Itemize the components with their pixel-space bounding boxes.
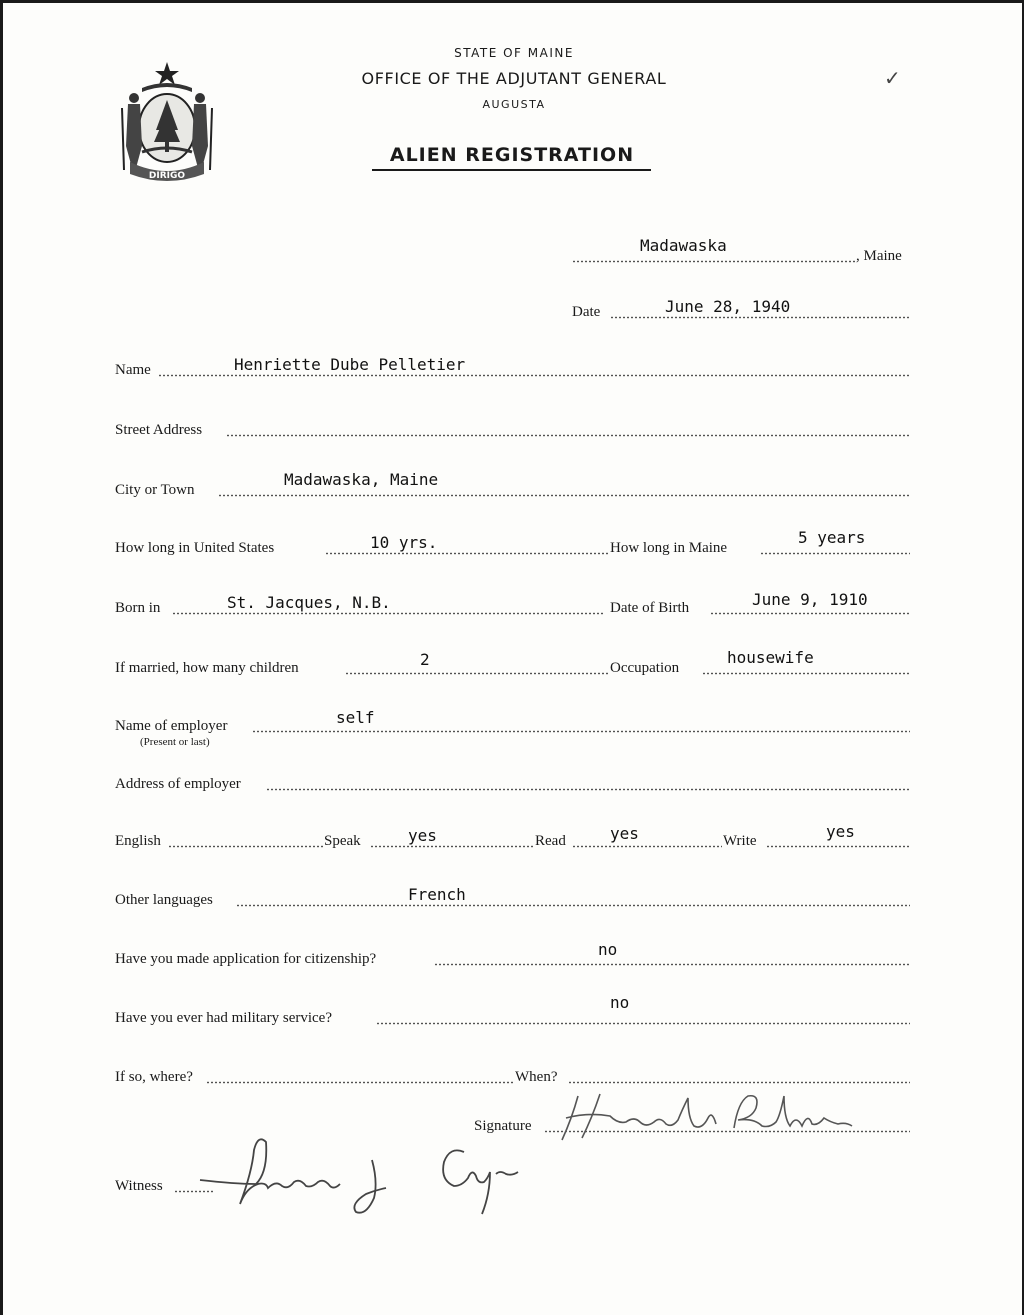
other-languages-line (236, 904, 910, 907)
occupation-line (702, 672, 910, 675)
employer-line (252, 730, 910, 733)
english-label: English (115, 833, 161, 849)
date-line (610, 316, 910, 319)
occupation-value: housewife (727, 648, 814, 667)
how-long-us-line (325, 552, 609, 555)
children-line (345, 672, 609, 675)
scan-border-top (0, 0, 1024, 3)
header-office: OFFICE OF THE ADJUTANT GENERAL (361, 69, 667, 88)
header-city: AUGUSTA (482, 98, 546, 111)
how-long-us-value: 10 yrs. (370, 533, 438, 552)
scan-border-left (0, 0, 3, 1315)
date-of-birth-line (710, 612, 910, 615)
citizenship-line (434, 963, 910, 966)
street-address-line (226, 434, 910, 437)
witness-handwriting (196, 1132, 536, 1222)
military-line (376, 1022, 910, 1025)
how-long-maine-line (760, 552, 910, 555)
children-label: If married, how many children (115, 660, 299, 676)
write-line (766, 845, 910, 848)
other-languages-label: Other languages (115, 892, 213, 908)
how-long-maine-value: 5 years (798, 528, 866, 547)
citizenship-value: no (598, 940, 618, 959)
date-of-birth-label: Date of Birth (610, 600, 690, 616)
occupation-label: Occupation (610, 660, 680, 676)
write-label: Write (723, 833, 757, 849)
witness-label: Witness (115, 1178, 163, 1194)
name-label: Name (115, 362, 151, 378)
read-value: yes (610, 824, 639, 843)
place-line (572, 260, 856, 263)
speak-label: Speak (324, 833, 361, 849)
header-state: STATE OF MAINE (454, 46, 574, 60)
children-value: 2 (420, 650, 430, 669)
date-label: Date (572, 304, 601, 320)
born-in-label: Born in (115, 600, 161, 616)
city-value: Madawaska, Maine (284, 470, 439, 489)
english-line (168, 845, 324, 848)
title-underline (372, 169, 651, 171)
speak-value: yes (408, 826, 437, 845)
military-label: Have you ever had military service? (115, 1010, 332, 1026)
place-suffix: , Maine (856, 248, 902, 264)
employer-address-label: Address of employer (115, 776, 241, 792)
employer-value: self (336, 708, 375, 727)
employer-address-line (266, 788, 910, 791)
form-title: ALIEN REGISTRATION (389, 144, 635, 166)
check-mark-icon: ✓ (884, 66, 901, 90)
when-line (568, 1081, 910, 1084)
place-value: Madawaska (640, 236, 727, 255)
read-line (572, 845, 722, 848)
write-value: yes (826, 822, 855, 841)
if-so-where-line (206, 1081, 514, 1084)
citizenship-label: Have you made application for citizenship? (115, 951, 377, 967)
if-so-where-label: If so, where? (115, 1069, 193, 1085)
other-languages-value: French (408, 885, 466, 904)
date-of-birth-value: June 9, 1910 (752, 590, 868, 609)
street-address-label: Street Address (115, 422, 203, 438)
military-value: no (610, 993, 630, 1012)
how-long-us-label: How long in United States (115, 540, 275, 556)
city-line (218, 494, 910, 497)
when-label: When? (515, 1069, 558, 1085)
signature-label: Signature (474, 1118, 532, 1134)
name-value: Henriette Dube Pelletier (234, 355, 466, 374)
how-long-maine-label: How long in Maine (610, 540, 728, 556)
date-value: June 28, 1940 (665, 297, 791, 316)
speak-line (370, 845, 534, 848)
seal-motto: DIRIGO (148, 171, 186, 181)
born-in-line (172, 612, 604, 615)
signature-handwriting (548, 1088, 868, 1148)
city-label: City or Town (115, 482, 195, 498)
employer-sublabel: (Present or last) (140, 736, 210, 748)
name-line (158, 374, 910, 377)
born-in-value: St. Jacques, N.B. (227, 593, 391, 612)
employer-label: Name of employer (115, 718, 228, 734)
read-label: Read (535, 833, 566, 849)
